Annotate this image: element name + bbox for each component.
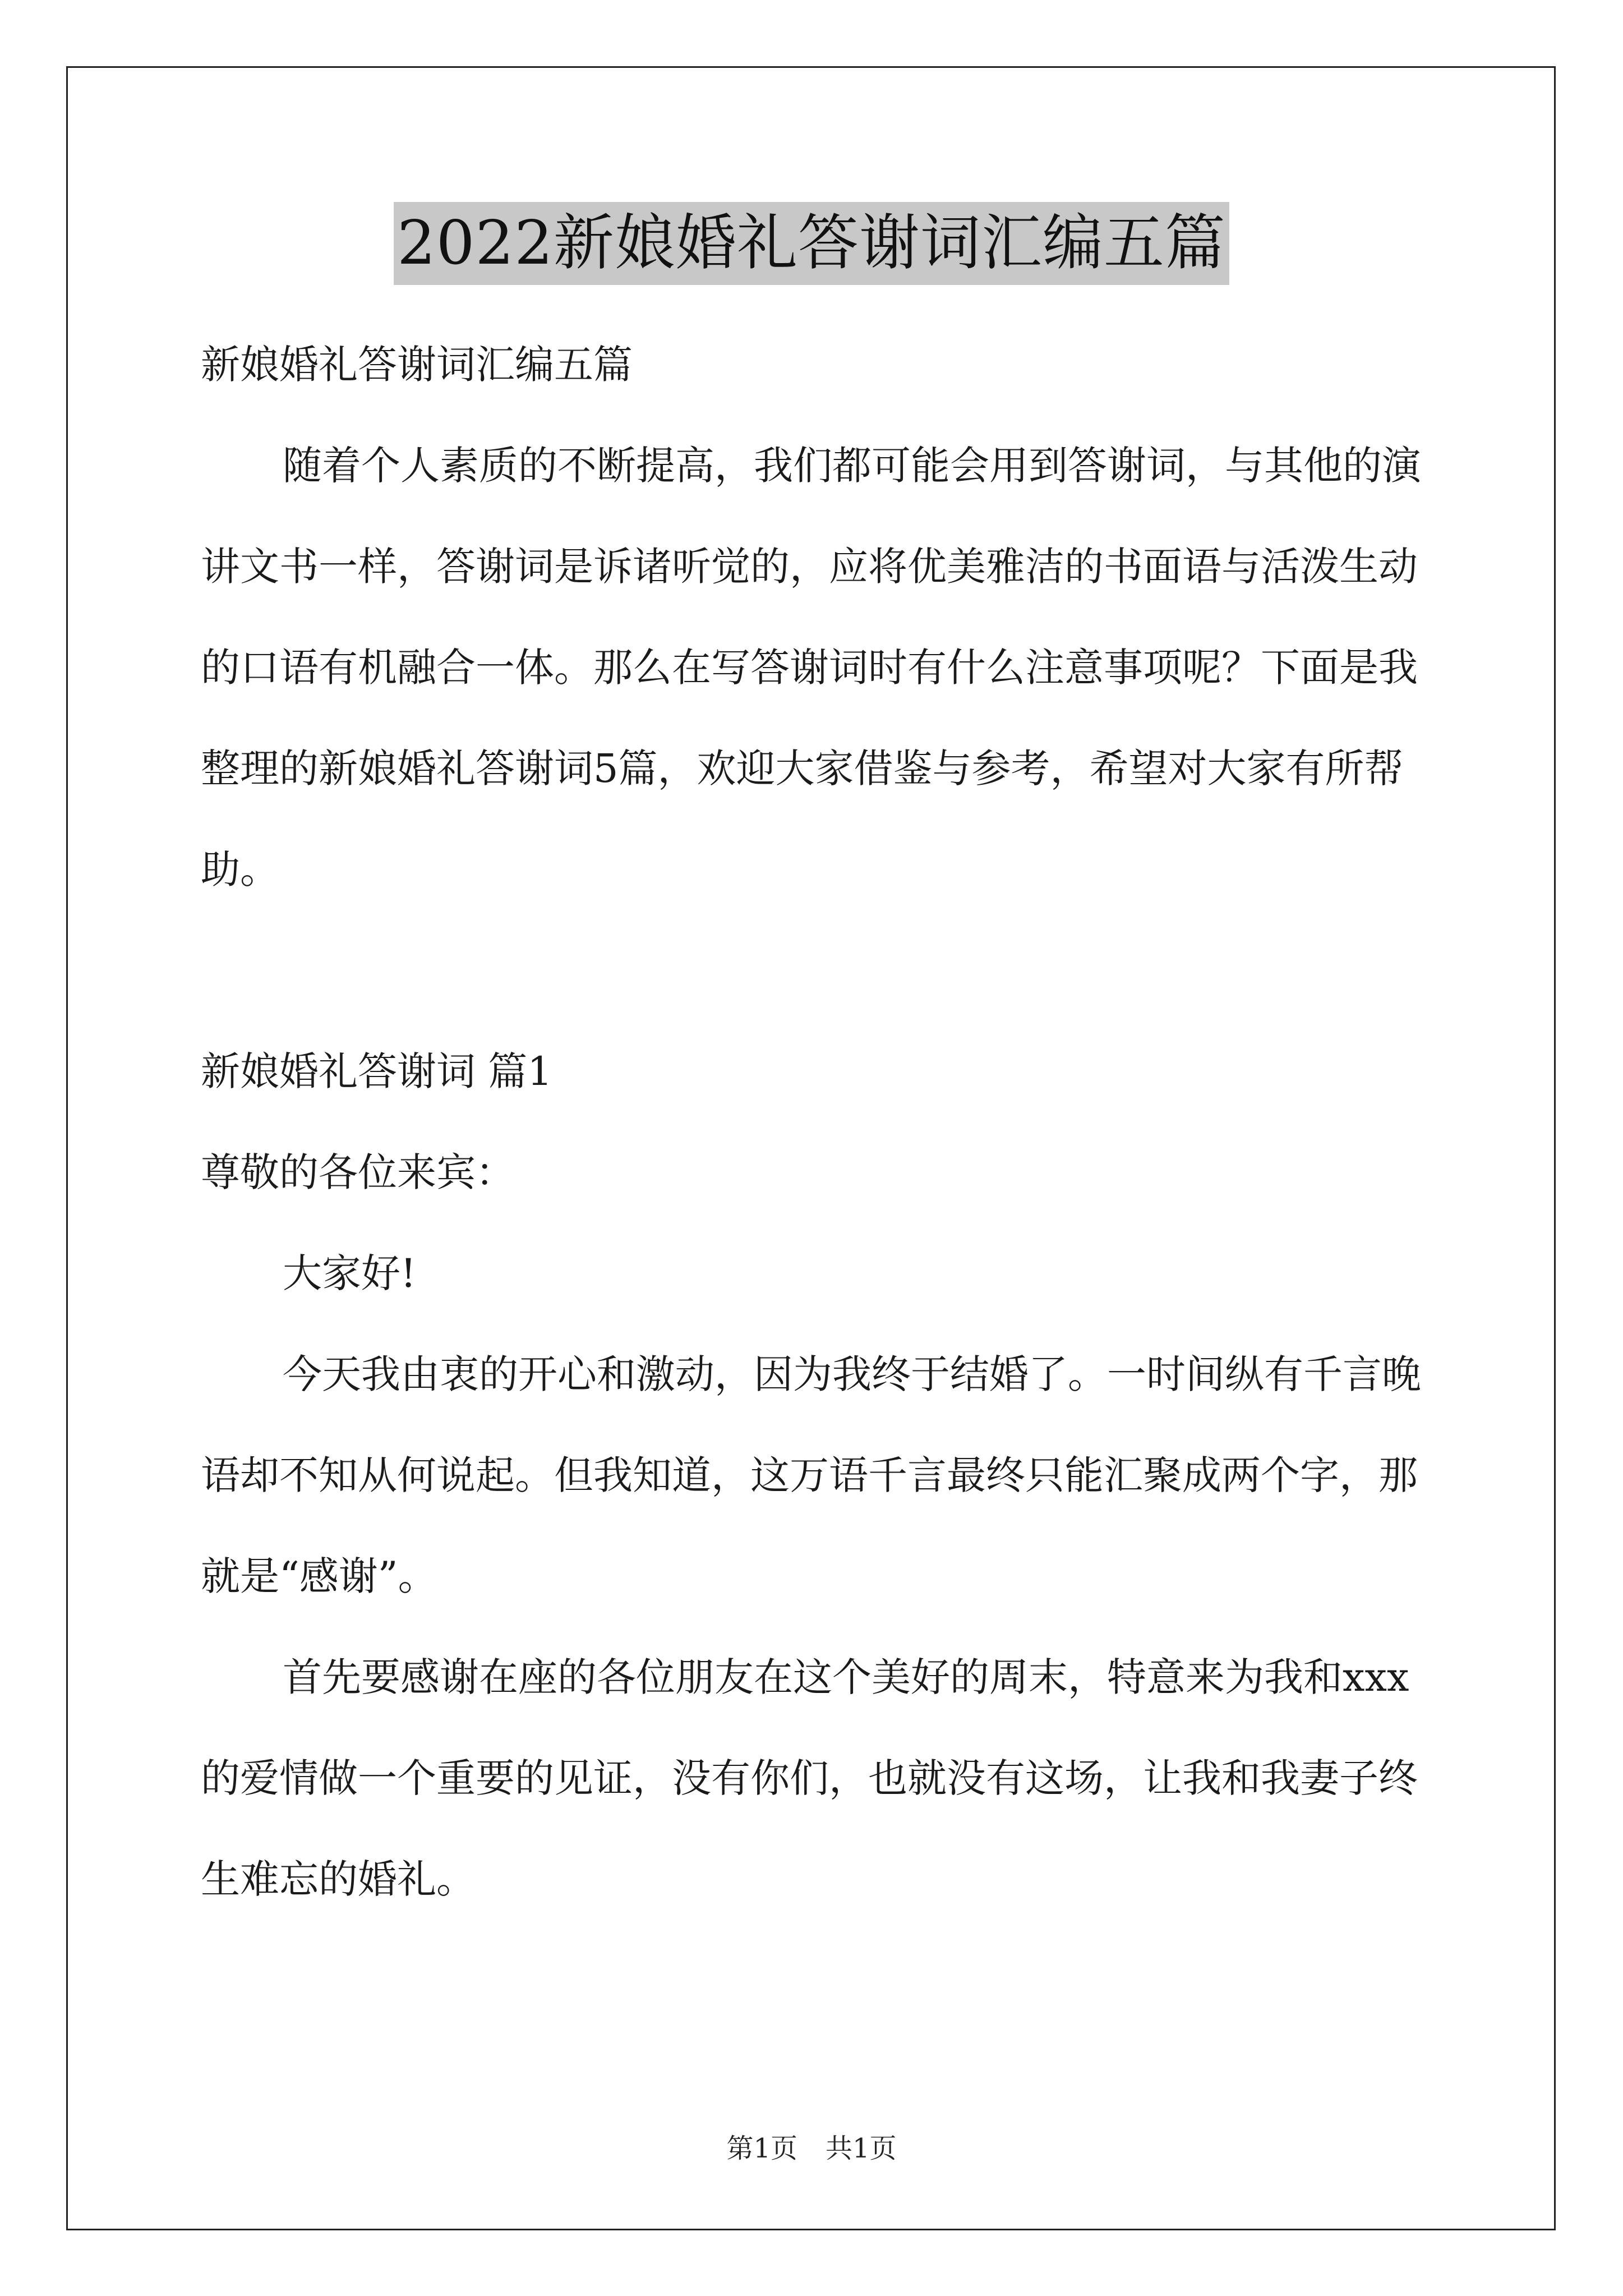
paragraph-gap: [201, 920, 1435, 1021]
page-footer: [0, 2132, 1623, 2165]
document-body: [201, 314, 1435, 1930]
body-paragraph: 今天我由衷的开心和激动，因为我终于结婚了。一时间纵有千言晚语却不知从何说起。但我知道，这万语千言最终只能汇聚成两个字，那就是“感谢”。: [201, 1351, 1421, 1599]
page-total: 共1页: [826, 2133, 897, 2164]
section-heading: 新娘婚礼答谢词 篇1: [201, 1048, 552, 1094]
greeting-paragraph: 大家好!: [283, 1250, 417, 1296]
subtitle-paragraph: 新娘婚礼答谢词汇编五篇: [201, 342, 633, 388]
page-number: 第1页: [726, 2133, 797, 2164]
document-title: 2022新娘婚礼答谢词汇编五篇: [394, 202, 1229, 285]
body-paragraph: 首先要感谢在座的各位朋友在这个美好的周末，特意来为我和xxx的爱情做一个重要的见证，没有你们，也就没有这场，让我和我妻子终生难忘的婚礼。: [201, 1654, 1418, 1902]
intro-paragraph: 随着个人素质的不断提高，我们都可能会用到答谢词，与其他的演讲文书一样，答谢词是诉诸听觉的，应将优美雅洁的书面语与活泼生动的口语有机融合一体。那么在写答谢词时有什么注意事项呢？下面是我整理的新娘婚礼答谢词5篇，欢迎大家借鉴与参考，希望对大家有所帮助。: [201, 443, 1421, 892]
salutation-paragraph: 尊敬的各位来宾：: [201, 1149, 515, 1195]
title-container: [0, 202, 1623, 285]
